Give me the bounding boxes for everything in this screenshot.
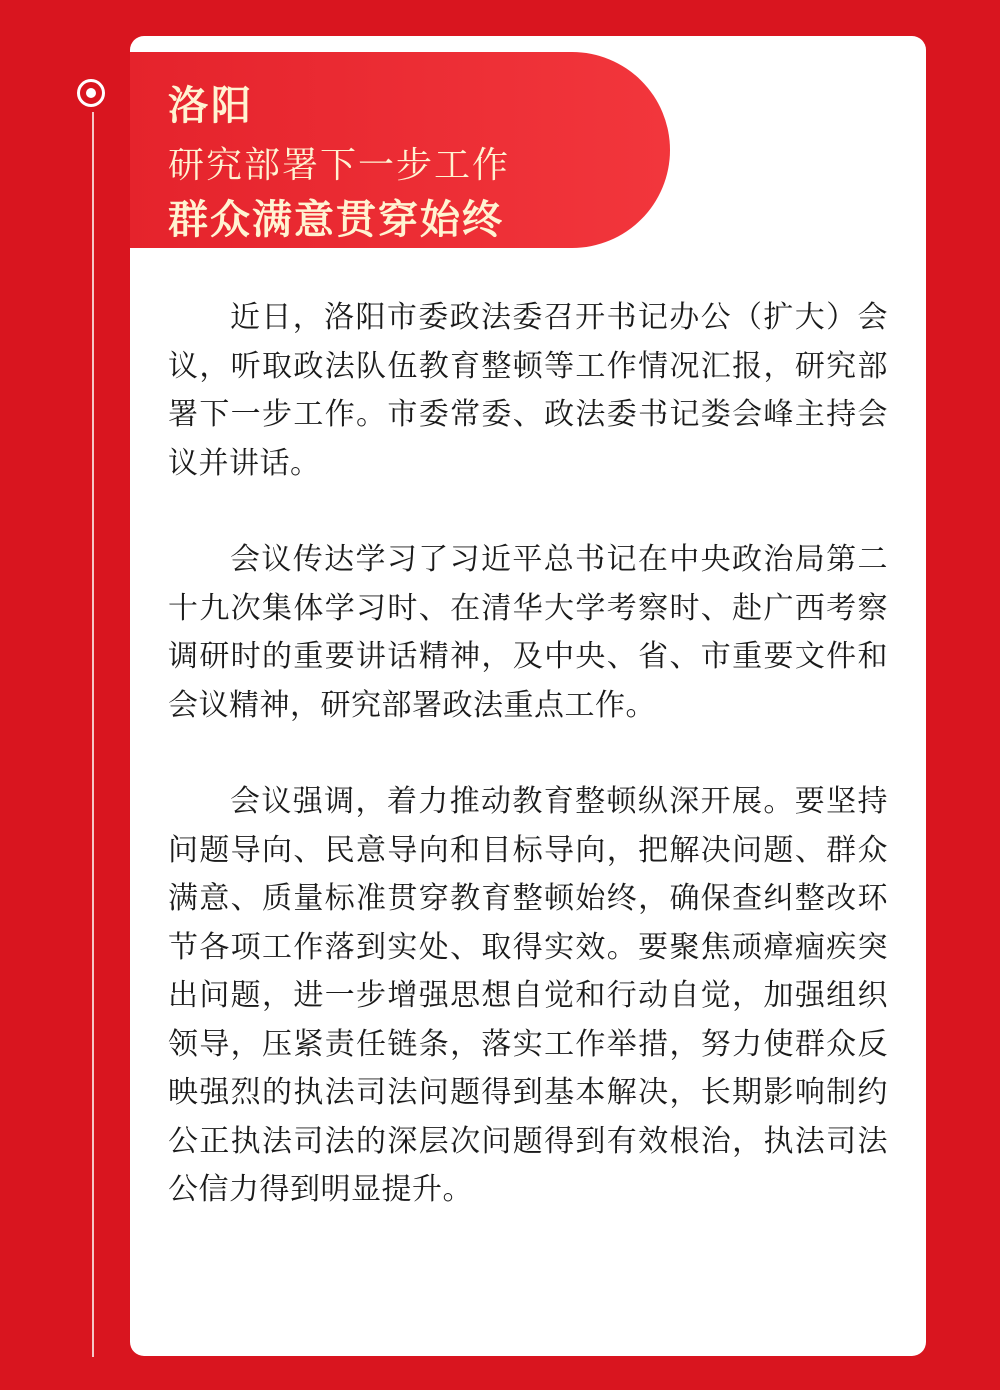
paragraph-2: 会议传达学习了习近平总书记在中央政治局第二十九次集体学习时、在清华大学考察时、赴广西考察调研时的重要讲话精神，及中央、省、市重要文件和会议精神，研究部署政法重点工作。	[168, 542, 888, 723]
article-card	[130, 36, 926, 1356]
paragraph-1: 近日，洛阳市委政法委召开书记办公（扩大）会议，听取政法队伍教育整顿等工作情况汇报，研究部署下一步工作。市委常委、政法委书记娄会峰主持会议并讲话。	[168, 300, 888, 481]
timeline-dot-icon	[77, 79, 105, 107]
timeline-line	[92, 112, 94, 1357]
header-city: 洛阳	[168, 83, 254, 129]
paragraph-3: 会议强调，着力推动教育整顿纵深开展。要坚持问题导向、民意导向和目标导向，把解决问题、群众满意、质量标准贯穿教育整顿始终，确保查纠整改环节各项工作落到实处、取得实效。要聚焦顽瘴痼疾突出问题，进一步增强思想自觉和行动自觉，加强组织领导，压紧责任链条，落实工作举措，努力使群众反映强烈的执法司法问题得到基本解决，长期影响制约公正执法司法的深层次问题得到有效根治，执法司法公信力得到明显提升。	[168, 784, 888, 1207]
header-subtitle-line1: 研究部署下一步工作	[168, 145, 511, 186]
article-body	[168, 294, 888, 1263]
header-banner	[130, 52, 670, 248]
header-subtitle-line2: 群众满意贯穿始终	[168, 197, 504, 243]
